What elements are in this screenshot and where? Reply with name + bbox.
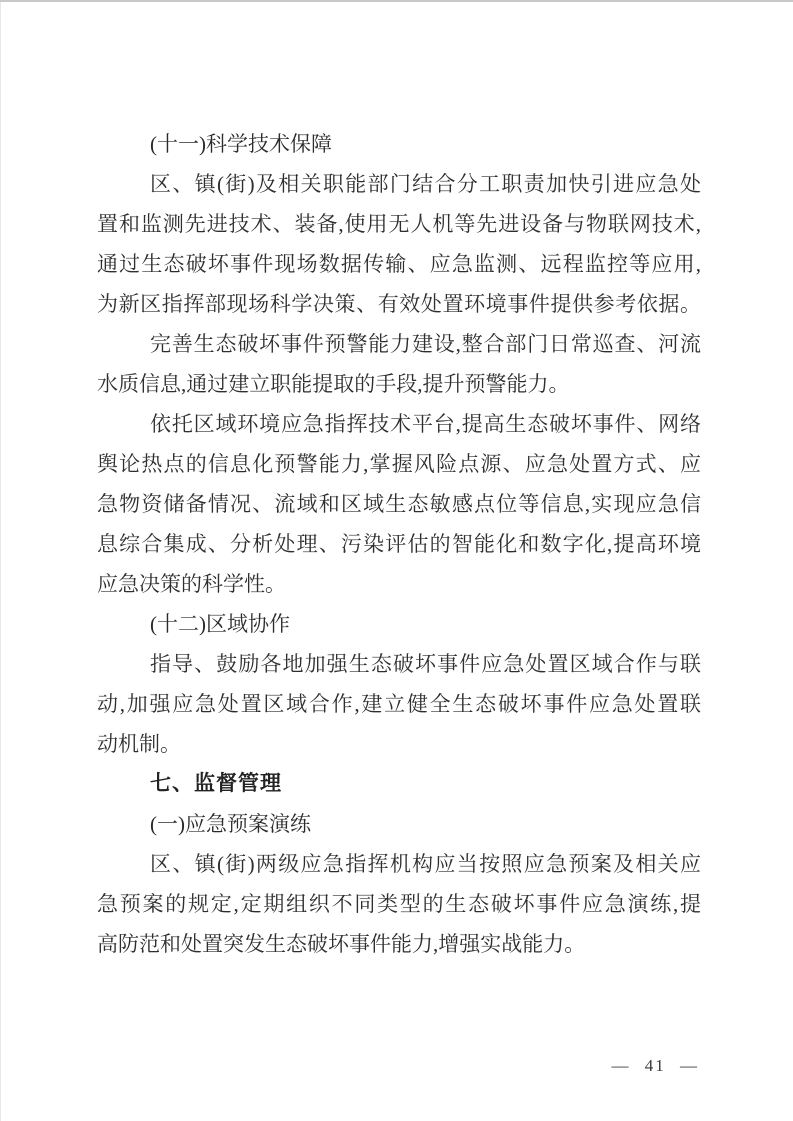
- text-line: 依托区域环境应急指挥技术平台,提高生态破坏事件、网络: [150, 412, 701, 436]
- text-line: 区、镇(街)两级应急指挥机构应当按照应急预案及相关应: [150, 852, 701, 876]
- text-line: 为新区指挥部现场科学决策、有效处置环境事件提供参考依据。: [97, 292, 701, 316]
- text-line: 动机制。: [97, 732, 181, 756]
- text-line: 水质信息,通过建立职能提取的手段,提升预警能力。: [97, 372, 570, 396]
- page-number: — 41 —: [611, 1056, 699, 1075]
- text-line: 息综合集成、分析处理、污染评估的智能化和数字化,提高环境: [97, 532, 701, 556]
- section-subheading: (一)应急预案演练: [150, 812, 311, 836]
- text-line: 舆论热点的信息化预警能力,掌握风险点源、应急处置方式、应: [97, 452, 701, 476]
- document-body: [97, 124, 701, 964]
- section-subheading: (十一)科学技术保障: [150, 132, 332, 156]
- text-line: 置和监测先进技术、装备,使用无人机等先进设备与物联网技术,: [97, 212, 701, 236]
- text-line: 指导、鼓励各地加强生态破坏事件应急处置区域合作与联: [150, 652, 701, 676]
- section-subheading: (十二)区域协作: [150, 612, 290, 636]
- text-line: 急物资储备情况、流域和区域生态敏感点位等信息,实现应急信: [97, 492, 701, 516]
- text-line: 区、镇(街)及相关职能部门结合分工职责加快引进应急处: [150, 172, 701, 196]
- text-line: 急预案的规定,定期组织不同类型的生态破坏事件应急演练,提: [97, 892, 701, 916]
- text-line: 应急决策的科学性。: [97, 572, 286, 596]
- text-line: 动,加强应急处置区域合作,建立健全生态破坏事件应急处置联: [97, 692, 701, 716]
- text-line: 通过生态破坏事件现场数据传输、应急监测、远程监控等应用,: [97, 252, 701, 276]
- text-line: 完善生态破坏事件预警能力建设,整合部门日常巡查、河流: [150, 332, 701, 356]
- text-line: 高防范和处置突发生态破坏事件能力,增强实战能力。: [97, 932, 586, 956]
- section-heading: 七、监督管理: [150, 772, 282, 795]
